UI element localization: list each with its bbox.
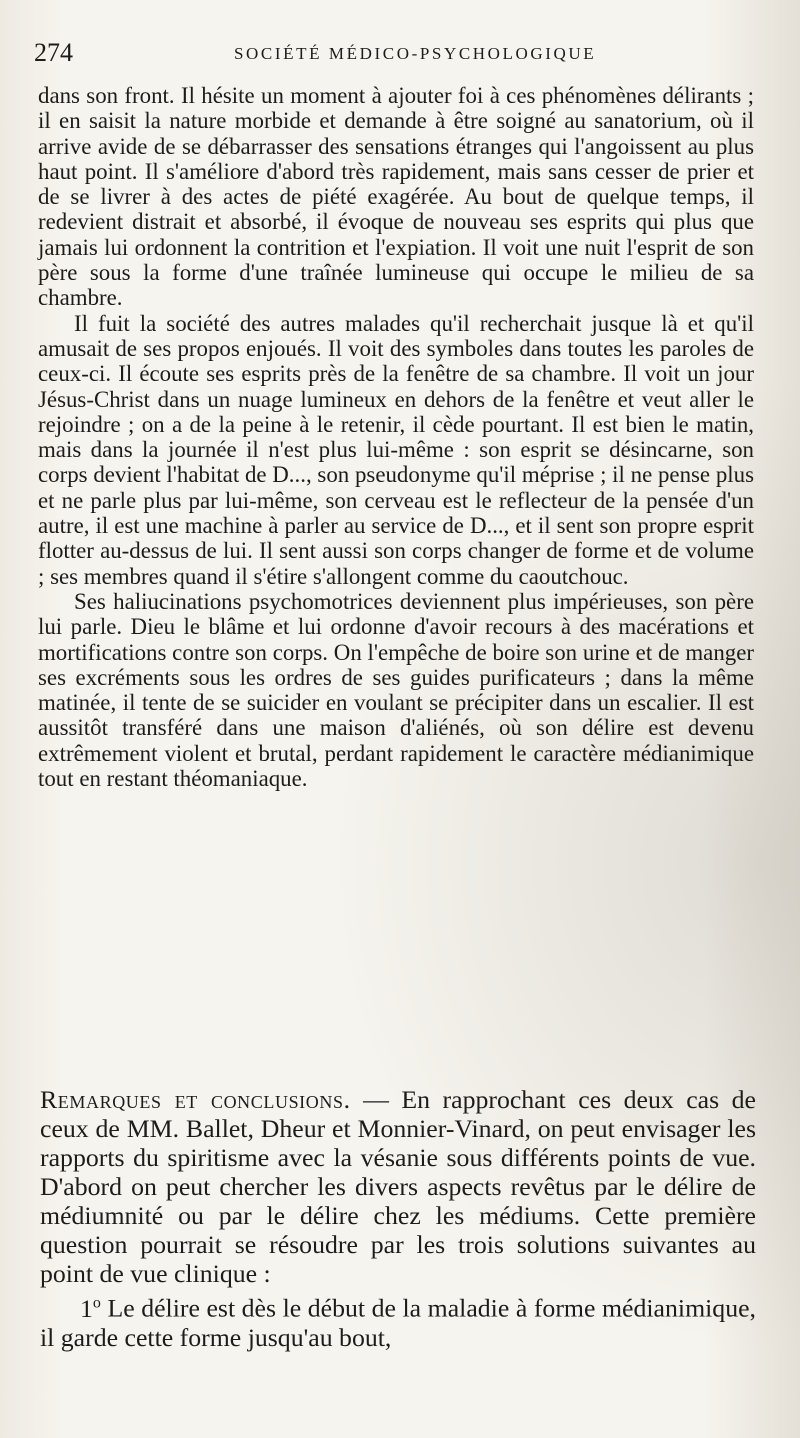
page-number: 274	[34, 38, 73, 67]
list-item	[40, 1288, 756, 1352]
list-number: 1	[80, 1293, 93, 1323]
section-paragraph	[40, 1085, 756, 1288]
running-head: SOCIÉTÉ MÉDICO-PSYCHOLOGIQUE	[234, 44, 597, 63]
list-ordinal: o	[92, 1294, 101, 1311]
case-report-text	[38, 83, 754, 791]
list-marker	[80, 1294, 101, 1323]
section-body: — En rapprochant ces deux cas de ceux de MM. Ballet, Dheur et Monnier-Vinard, on peut envisager les rapports du spiritisme avec la vésanie sous différents points de vue. D'abord on peut chercher les divers aspects revêtus par le délire de médiumnité ou par le délire chez les médiums. Cette première question pourrait se résoudre par les trois solutions suivantes au point de vue clinique :	[40, 1085, 756, 1288]
paragraph: Il fuit la société des autres malades qu'il recherchait jusque là et qu'il amusait de ses propos enjoués. Il voit des symboles dans toutes les paroles de ceux-ci. Il écoute ses esprits près de la fenêtre de sa chambre. Il voit un jour Jésus-Christ dans un nuage lumineux en dehors de la fenêtre et veut aller le rejoindre ; on a de la peine à le retenir, il cède pourtant. Il est bien le matin, mais dans la journée il n'est plus lui-même : son esprit se désincarne, son corps devient l'habitat de D..., son pseudonyme qu'il méprise ; il ne pense plus et ne parle plus par lui-même, son cerveau est le reflecteur de la pensée d'un autre, il est une machine à parler au service de D..., et il sent son propre esprit flotter au-dessus de lui. Il sent aussi son corps changer de forme et de volume ; ses membres quand il s'étire s'allongent comme du caoutchouc.	[38, 310, 754, 589]
conclusions-text	[40, 1085, 756, 1352]
paragraph: Ses haliucinations psychomotrices deviennent plus impérieuses, son père lui parle. Dieu le blâme et lui ordonne d'avoir recours à des macérations et mortifications contre son corps. On l'empêche de boire son urine et de manger ses excréments sous les ordres de ses guides purificateurs ; dans la même matinée, il tente de se suicider en voulant se précipiter dans un escalier. Il est aussitôt transféré dans une maison d'aliénés, où son délire est devenu extrêmement violent et brutal, perdant rapidement le caractère médianimique tout en restant théomaniaque.	[38, 588, 754, 792]
list-item-text: Le délire est dès le début de la maladie à forme médianimique, il garde cette forme jusqu'au bout,	[40, 1293, 756, 1352]
section-heading: Remarques et conclusions.	[40, 1085, 351, 1114]
page-header	[34, 36, 776, 76]
paragraph: dans son front. Il hésite un moment à ajouter foi à ces phénomènes délirants ; il en saisit la nature morbide et demande à être soigné au sanatorium, où il arrive avide de se débarrasser des sensations étranges qui l'angoissent au plus haut point. Il s'améliore d'abord très rapidement, mais sans cesser de prier et de se livrer à des actes de piété exagérée. Au bout de quelque temps, il redevient distrait et absorbé, il évoque de nouveau ses esprits qui plus que jamais lui ordonnent la contrition et l'expiation. Il voit une nuit l'esprit de son père sous la forme d'une traînée lumineuse qui occupe le milieu de sa chambre.	[38, 83, 754, 311]
